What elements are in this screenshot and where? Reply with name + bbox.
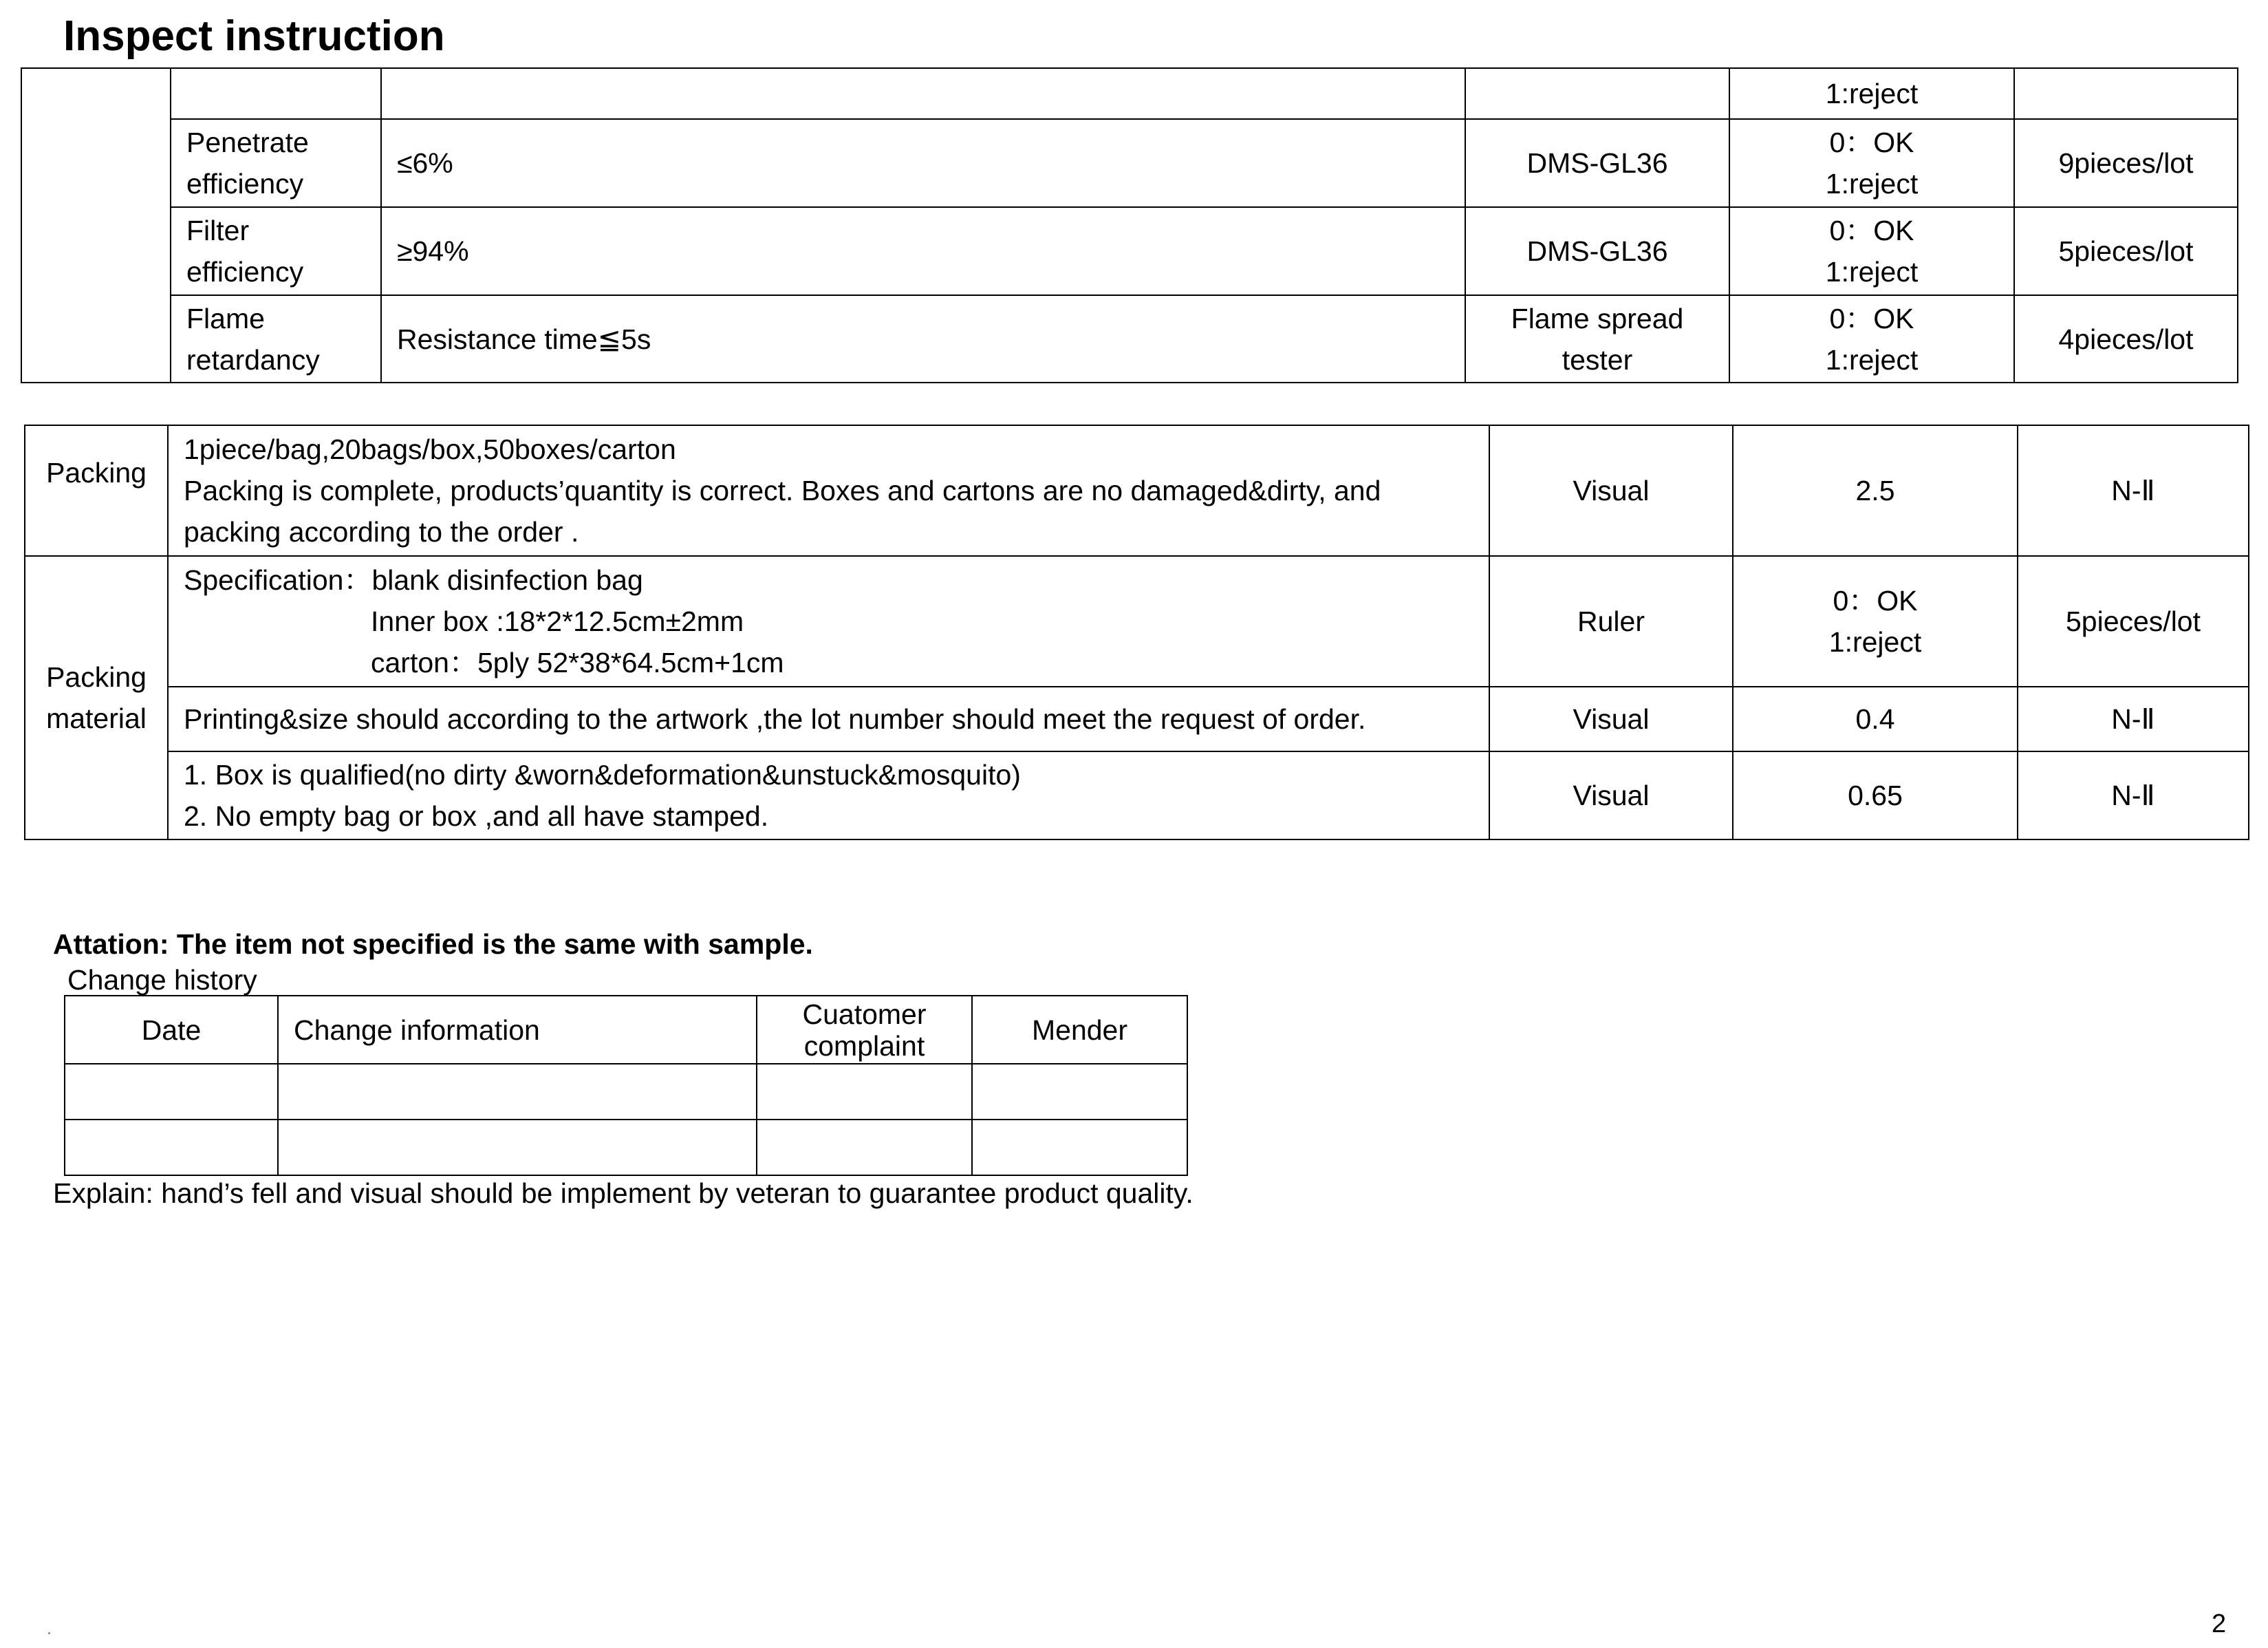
method-cell bbox=[1465, 68, 1729, 119]
table-row bbox=[25, 425, 2249, 556]
judge-cell: 1:reject bbox=[1729, 68, 2014, 119]
change-information-cell bbox=[278, 1064, 757, 1120]
standard-cell bbox=[381, 68, 1465, 119]
change-history-label: Change history bbox=[67, 964, 257, 996]
sample-cell: 5pieces/lot bbox=[2018, 556, 2249, 687]
mender-cell bbox=[972, 1064, 1187, 1120]
table-header-row bbox=[65, 996, 1187, 1064]
sample-cell: 4pieces/lot bbox=[2014, 295, 2238, 383]
method-cell: Visual bbox=[1489, 687, 1733, 751]
table-row bbox=[25, 556, 2249, 687]
packing-material-label: Packing material bbox=[25, 556, 168, 839]
change-information-cell bbox=[278, 1120, 757, 1175]
packing-description: 1piece/bag,20bags/box,50boxes/carton Packing is complete, products’quantity is correct. Boxes and cartons are no damaged&dirty, and packing according to the order . bbox=[168, 425, 1489, 556]
item-cell: Flame retardancy bbox=[171, 295, 381, 383]
judge-cell: 0：OK 1:reject bbox=[1729, 295, 2014, 383]
table-row bbox=[21, 295, 2238, 383]
judge-cell: 0：OK 1:reject bbox=[1729, 119, 2014, 207]
item-cell: Filter efficiency bbox=[171, 207, 381, 295]
item-cell bbox=[171, 68, 381, 119]
complaint-cell bbox=[757, 1064, 972, 1120]
standard-cell: Resistance time≦5s bbox=[381, 295, 1465, 383]
standard-cell: ≤6% bbox=[381, 119, 1465, 207]
change-history-table bbox=[64, 995, 1188, 1176]
header-mender: Mender bbox=[972, 996, 1187, 1064]
page-number: 2 bbox=[2212, 1609, 2227, 1638]
level-cell: N-Ⅱ bbox=[2018, 751, 2249, 839]
complaint-cell bbox=[757, 1120, 972, 1175]
date-cell bbox=[65, 1064, 278, 1120]
aql-cell: 0.4 bbox=[1733, 687, 2018, 751]
date-cell bbox=[65, 1120, 278, 1175]
standard-cell: ≥94% bbox=[381, 207, 1465, 295]
method-cell: Visual bbox=[1489, 425, 1733, 556]
method-cell: Flame spread tester bbox=[1465, 295, 1729, 383]
attention-note: Attation: The item not specified is the same with sample. bbox=[53, 928, 813, 960]
table-row bbox=[65, 1064, 1187, 1120]
packing-table bbox=[24, 425, 2249, 840]
category-cell bbox=[21, 68, 171, 383]
header-date: Date bbox=[65, 996, 278, 1064]
inspection-table-continued bbox=[21, 67, 2238, 383]
aql-cell: 0.65 bbox=[1733, 751, 2018, 839]
header-change-information: Change information bbox=[278, 996, 757, 1064]
box-quality-cell: 1. Box is qualified(no dirty &worn&deformation&unstuck&mosquito) 2. No empty bag or box ,and all have stamped. bbox=[168, 751, 1489, 839]
table-row bbox=[25, 687, 2249, 751]
specification-cell: Specification：blank disinfection bag Inner box :18*2*12.5cm±2mm carton：5ply 52*38*64.5cm+1cm bbox=[168, 556, 1489, 687]
method-cell: Ruler bbox=[1489, 556, 1733, 687]
explain-note: Explain: hand’s fell and visual should be implement by veteran to guarantee product quality. bbox=[53, 1177, 1194, 1209]
printing-cell: Printing&size should according to the artwork ,the lot number should meet the request of order. bbox=[168, 687, 1489, 751]
table-row bbox=[65, 1120, 1187, 1175]
item-cell: Penetrate efficiency bbox=[171, 119, 381, 207]
judge-cell: 0：OK 1:reject bbox=[1733, 556, 2018, 687]
mender-cell bbox=[972, 1120, 1187, 1175]
page-title: Inspect instruction bbox=[63, 12, 445, 60]
method-cell: DMS-GL36 bbox=[1465, 207, 1729, 295]
scan-dot bbox=[48, 1632, 50, 1634]
sample-cell: 5pieces/lot bbox=[2014, 207, 2238, 295]
level-cell: N-Ⅱ bbox=[2018, 687, 2249, 751]
packing-label: Packing bbox=[25, 425, 168, 556]
aql-cell: 2.5 bbox=[1733, 425, 2018, 556]
sample-cell bbox=[2014, 68, 2238, 119]
table-row bbox=[21, 119, 2238, 207]
sample-cell: 9pieces/lot bbox=[2014, 119, 2238, 207]
method-cell: DMS-GL36 bbox=[1465, 119, 1729, 207]
level-cell: N-Ⅱ bbox=[2018, 425, 2249, 556]
judge-cell: 0：OK 1:reject bbox=[1729, 207, 2014, 295]
table-row bbox=[21, 68, 2238, 119]
table-row bbox=[25, 751, 2249, 839]
header-customer-complaint: Cuatomer complaint bbox=[757, 996, 972, 1064]
method-cell: Visual bbox=[1489, 751, 1733, 839]
table-row bbox=[21, 207, 2238, 295]
